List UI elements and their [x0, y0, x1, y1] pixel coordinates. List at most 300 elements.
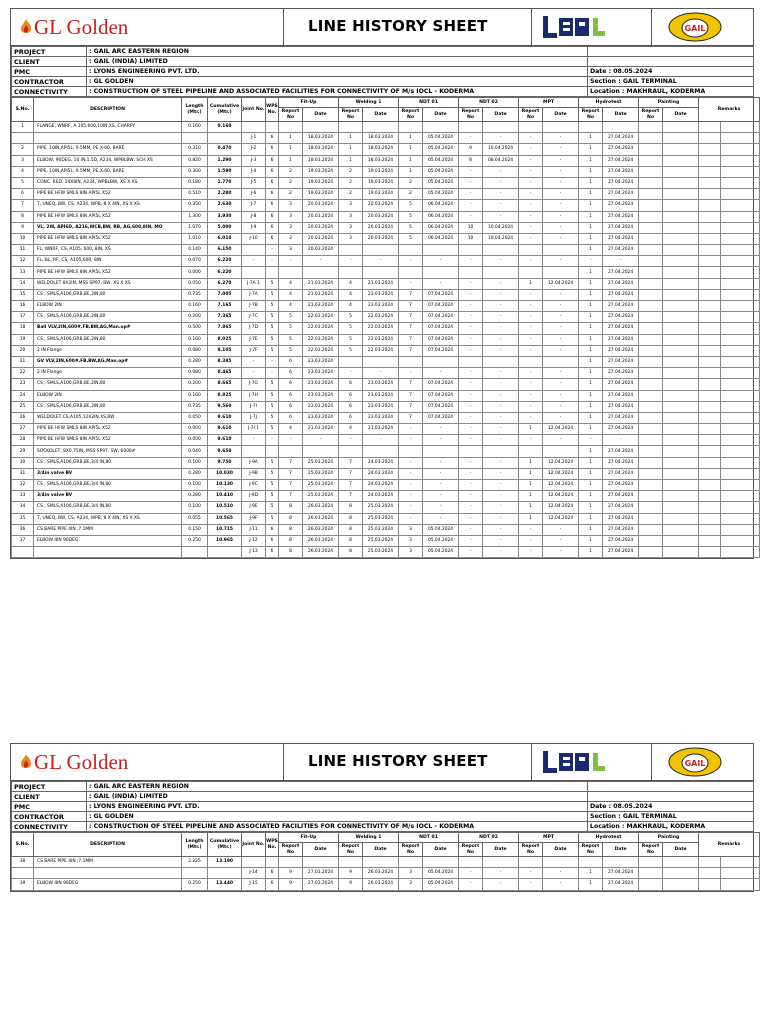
- table-cell: [699, 435, 721, 446]
- table-cell: J-6: [242, 189, 266, 200]
- table-cell: 9: [279, 879, 303, 890]
- table-cell: 1: [579, 278, 603, 289]
- table-cell: 4: [339, 424, 363, 435]
- table-cell: 5: [279, 312, 303, 323]
- table-cell: 3: [279, 233, 303, 244]
- col-hydrotest: Hydrotest: [579, 98, 639, 108]
- table-cell: [639, 345, 663, 356]
- table-cell: [721, 491, 760, 502]
- table-cell: 26.03.2024: [363, 868, 399, 879]
- table-cell: CS , SMLS,A106,GRB,BE,2IN,80: [34, 334, 182, 345]
- table-cell: 07.04.2024: [423, 345, 459, 356]
- table-cell: -: [363, 256, 399, 267]
- table-cell: 7: [279, 468, 303, 479]
- table-cell: 1: [579, 480, 603, 491]
- table-cell: [663, 502, 699, 513]
- col-report-no: Report No: [279, 108, 303, 122]
- table-cell: -: [483, 868, 519, 879]
- client-value: : GAIL (INDIA) LIMITED: [87, 57, 588, 67]
- table-cell: J-7A 1: [242, 278, 266, 289]
- table-cell: 25: [12, 401, 34, 412]
- table-cell: 5: [266, 401, 279, 412]
- table-cell: [663, 345, 699, 356]
- table-cell: 36: [12, 524, 34, 535]
- table-row: [12, 323, 760, 334]
- table-cell: 6: [279, 368, 303, 379]
- table-cell: 2.630: [208, 200, 242, 211]
- table-cell: 21: [12, 356, 34, 367]
- table-cell: 0.820: [182, 155, 208, 166]
- table-cell: 6: [339, 412, 363, 423]
- table-cell: [483, 245, 519, 256]
- table-cell: 2: [279, 177, 303, 188]
- table-cell: -: [399, 256, 423, 267]
- table-row: [12, 879, 760, 890]
- table-cell: -: [483, 480, 519, 491]
- table-cell: -: [543, 200, 579, 211]
- table-cell: 05.04.2024: [423, 177, 459, 188]
- table-cell: -: [483, 412, 519, 423]
- table-cell: 2: [12, 144, 34, 155]
- table-cell: [423, 122, 459, 133]
- table-cell: 26: [12, 412, 34, 423]
- table-cell: 8: [339, 524, 363, 535]
- table-cell: -: [543, 535, 579, 546]
- table-cell: 1.290: [208, 155, 242, 166]
- table-cell: 26.03.2024: [303, 513, 339, 524]
- table-cell: J-7D: [242, 323, 266, 334]
- table-cell: 7: [399, 312, 423, 323]
- table-cell: 5: [266, 480, 279, 491]
- table-cell: [721, 524, 760, 535]
- table-cell: 3: [399, 535, 423, 546]
- table-cell: [639, 289, 663, 300]
- table-cell: 10: [459, 222, 483, 233]
- col-cumulative: Cumulative (Mtr.): [208, 833, 242, 857]
- table-cell: [399, 267, 423, 278]
- table-cell: 4: [279, 424, 303, 435]
- table-cell: -: [543, 435, 579, 446]
- table-cell: 3.930: [208, 211, 242, 222]
- table-cell: 0.280: [182, 468, 208, 479]
- table-cell: ELBOW 2IN: [34, 390, 182, 401]
- table-cell: [639, 502, 663, 513]
- table-cell: -: [519, 368, 543, 379]
- table-cell: 25.03.2024: [363, 547, 399, 558]
- table-cell: ELBOW 2IN: [34, 301, 182, 312]
- table-cell: [579, 122, 603, 133]
- gail-logo-text: GAIL: [684, 24, 706, 33]
- table-cell: 8.105: [208, 345, 242, 356]
- table-cell: 08.04.2024: [483, 155, 519, 166]
- table-cell: -: [483, 323, 519, 334]
- table-cell: -: [459, 535, 483, 546]
- table-cell: 24.03.2024: [363, 491, 399, 502]
- table-cell: 17: [12, 312, 34, 323]
- table-cell: 3: [399, 868, 423, 879]
- table-cell: 7: [339, 457, 363, 468]
- table-cell: 18.03.2024: [303, 155, 339, 166]
- table-cell: [663, 323, 699, 334]
- table-cell: [663, 289, 699, 300]
- table-cell: [699, 155, 721, 166]
- table-cell: 6: [266, 133, 279, 144]
- connectivity-label: CONNECTIVITY: [12, 822, 87, 832]
- table-cell: 1.770: [208, 177, 242, 188]
- table-cell: 4: [339, 289, 363, 300]
- table-cell: [721, 502, 760, 513]
- table-cell: [699, 211, 721, 222]
- table-cell: 1: [579, 144, 603, 155]
- table-cell: -: [543, 211, 579, 222]
- table-cell: -: [399, 424, 423, 435]
- table-cell: 8.665: [208, 379, 242, 390]
- table-cell: J-14: [242, 868, 266, 879]
- col-painting: Painting: [639, 833, 699, 843]
- table-cell: -: [483, 401, 519, 412]
- table-row: [12, 233, 760, 244]
- table-cell: 27.04.2024: [603, 535, 639, 546]
- table-cell: [34, 868, 182, 879]
- pmc-label: PMC: [12, 67, 87, 77]
- table-cell: -: [483, 390, 519, 401]
- table-cell: [279, 122, 303, 133]
- table-cell: 19.03.2024: [363, 177, 399, 188]
- table-cell: 06.04.2024: [423, 222, 459, 233]
- table-cell: -: [266, 245, 279, 256]
- table-cell: [266, 267, 279, 278]
- table-cell: 9: [12, 222, 34, 233]
- project-info: [11, 781, 754, 832]
- table-cell: -: [543, 379, 579, 390]
- table-cell: 6: [279, 401, 303, 412]
- table-cell: T, UNEQ, BW, CS, A234, WPB, 8 X 4IN, XS X XS: [34, 513, 182, 524]
- table-cell: [639, 480, 663, 491]
- table-cell: 07.04.2024: [423, 301, 459, 312]
- table-cell: [339, 356, 363, 367]
- table-cell: ELBOW, 90DEG, 10 IN,1.5D, A234, WPBLBW, SCH XS: [34, 155, 182, 166]
- table-cell: 23: [12, 379, 34, 390]
- table-cell: 06.04.2024: [423, 233, 459, 244]
- table-cell: -: [303, 256, 339, 267]
- table-cell: -: [603, 435, 639, 446]
- table-cell: [663, 301, 699, 312]
- table-cell: 27: [12, 424, 34, 435]
- table-cell: [519, 245, 543, 256]
- table-row: [12, 166, 760, 177]
- table-cell: [242, 857, 266, 868]
- table-cell: -: [459, 200, 483, 211]
- table-cell: 0.180: [182, 177, 208, 188]
- table-cell: 0.080: [182, 345, 208, 356]
- table-cell: 27.04.2024: [603, 200, 639, 211]
- table-cell: -: [483, 379, 519, 390]
- table-cell: [603, 122, 639, 133]
- table-cell: 33: [12, 491, 34, 502]
- table-cell: [721, 390, 760, 401]
- table-cell: [699, 334, 721, 345]
- table-cell: 10.04.2024: [483, 144, 519, 155]
- table-cell: 2: [279, 166, 303, 177]
- table-cell: 0.050: [182, 412, 208, 423]
- table-cell: [639, 379, 663, 390]
- table-cell: 5: [339, 345, 363, 356]
- table-cell: [543, 356, 579, 367]
- table-cell: [721, 424, 760, 435]
- col-ndt02: NDT 02: [459, 98, 519, 108]
- table-cell: 6.220: [208, 256, 242, 267]
- date-value: Date : 08.05.2024: [588, 67, 754, 77]
- table-cell: 12.04.2024: [543, 491, 579, 502]
- table-cell: 0.280: [182, 356, 208, 367]
- table-cell: [721, 379, 760, 390]
- table-cell: 1: [579, 233, 603, 244]
- table-cell: 6.150: [208, 245, 242, 256]
- table-cell: 0.735: [182, 289, 208, 300]
- table-cell: 27.04.2024: [603, 345, 639, 356]
- table-cell: -: [459, 491, 483, 502]
- table-cell: 6: [266, 155, 279, 166]
- table-cell: 1: [579, 211, 603, 222]
- lepl-logo: [541, 13, 607, 41]
- table-cell: -: [459, 166, 483, 177]
- table-cell: -: [483, 312, 519, 323]
- table-cell: -: [399, 480, 423, 491]
- col-description: DESCRIPTION: [34, 98, 182, 122]
- table-cell: CS , SMLS,A106,GRB,BE,3/4 IN,80: [34, 502, 182, 513]
- table-cell: -: [303, 435, 339, 446]
- table-cell: -: [483, 491, 519, 502]
- line-history-table: [11, 832, 760, 891]
- col-length: Length (Mtr.): [182, 833, 208, 857]
- table-cell: 27.04.2024: [603, 245, 639, 256]
- table-cell: 0.050: [182, 278, 208, 289]
- table-cell: [721, 535, 760, 546]
- col-date: Date: [423, 108, 459, 122]
- table-cell: 22.03.2024: [363, 323, 399, 334]
- table-cell: [721, 301, 760, 312]
- table-cell: -: [459, 177, 483, 188]
- table-cell: 27.04.2024: [603, 133, 639, 144]
- table-cell: PIPE BE HFW SMLS 8IN API5L X52: [34, 189, 182, 200]
- table-cell: [182, 868, 208, 879]
- contractor-label: CONTRACTOR: [12, 812, 87, 822]
- table-cell: 0.280: [182, 491, 208, 502]
- table-cell: 7: [279, 491, 303, 502]
- table-cell: 29: [12, 446, 34, 457]
- table-cell: [663, 468, 699, 479]
- table-cell: 3: [279, 245, 303, 256]
- table-cell: [699, 879, 721, 890]
- table-cell: 9.610: [208, 412, 242, 423]
- table-cell: 1: [579, 166, 603, 177]
- connectivity-value: : CONSTRUCTION OF STEEL PIPELINE AND ASSOCIATED FACILITIES FOR CONNECTIVITY OF M/s IOCL - KODERMA: [87, 87, 588, 97]
- table-cell: 15: [12, 289, 34, 300]
- table-cell: [663, 177, 699, 188]
- table-cell: [363, 122, 399, 133]
- table-cell: [721, 133, 760, 144]
- table-cell: 14: [12, 278, 34, 289]
- table-cell: -: [399, 513, 423, 524]
- table-cell: -: [579, 435, 603, 446]
- table-cell: 27.04.2024: [603, 502, 639, 513]
- table-cell: -: [339, 435, 363, 446]
- table-cell: 0.100: [182, 480, 208, 491]
- table-cell: 12.04.2024: [543, 468, 579, 479]
- table-cell: 8.025: [208, 334, 242, 345]
- table-cell: -: [543, 547, 579, 558]
- table-cell: 26.03.2024: [303, 547, 339, 558]
- table-cell: 16: [12, 301, 34, 312]
- table-cell: 9.650: [208, 446, 242, 457]
- table-cell: FL, BL, RF, CS, A105,600, 8IN: [34, 256, 182, 267]
- table-cell: 25.03.2024: [363, 502, 399, 513]
- table-cell: 3: [339, 222, 363, 233]
- table-cell: 18.03.2024: [363, 144, 399, 155]
- table-cell: 22.03.2024: [303, 334, 339, 345]
- table-cell: [519, 122, 543, 133]
- date-value: Date : 08.05.2024: [588, 802, 754, 812]
- table-cell: WELDOLET,CS,A105,12X2IN,XS,BW: [34, 412, 182, 423]
- table-cell: 27.04.2024: [603, 278, 639, 289]
- location-value: Location : MAKHRAUL, KODERMA: [588, 822, 754, 832]
- table-cell: 7: [12, 200, 34, 211]
- table-cell: 5: [266, 424, 279, 435]
- table-cell: PIPE BE HFW SMLS 8IN API5L X52: [34, 435, 182, 446]
- table-cell: 1: [519, 502, 543, 513]
- table-cell: [639, 424, 663, 435]
- table-cell: 5: [266, 334, 279, 345]
- table-cell: -: [519, 334, 543, 345]
- col-report-no: Report No: [639, 843, 663, 857]
- gail-logo-text: GAIL: [684, 759, 706, 768]
- table-cell: 27.04.2024: [603, 424, 639, 435]
- table-cell: PIPE BE HFW SMLS 8IN API5L X52: [34, 424, 182, 435]
- table-cell: 24.03.2024: [363, 480, 399, 491]
- table-cell: 27.04.2024: [603, 189, 639, 200]
- table-cell: 1: [579, 334, 603, 345]
- table-cell: 20.03.2024: [303, 222, 339, 233]
- table-cell: [699, 144, 721, 155]
- table-cell: -: [423, 435, 459, 446]
- table-cell: -: [483, 535, 519, 546]
- divider: [531, 9, 532, 45]
- table-cell: 5: [266, 323, 279, 334]
- table-cell: 6: [266, 166, 279, 177]
- table-cell: 27.04.2024: [603, 155, 639, 166]
- table-cell: -: [543, 256, 579, 267]
- table-cell: [543, 267, 579, 278]
- table-cell: 1: [279, 144, 303, 155]
- table-cell: [699, 256, 721, 267]
- table-cell: 1: [279, 155, 303, 166]
- table-cell: 27.04.2024: [603, 379, 639, 390]
- table-cell: -: [459, 334, 483, 345]
- table-cell: 13: [12, 267, 34, 278]
- table-cell: -: [519, 155, 543, 166]
- table-cell: 8: [279, 513, 303, 524]
- table-cell: 3/4in valve BV: [34, 468, 182, 479]
- table-cell: 07.04.2024: [423, 412, 459, 423]
- table-cell: J-4: [242, 166, 266, 177]
- table-cell: [639, 334, 663, 345]
- table-cell: -: [519, 233, 543, 244]
- table-cell: [721, 312, 760, 323]
- table-row: [12, 435, 760, 446]
- table-cell: 27.03.2024: [303, 868, 339, 879]
- table-cell: 12.04.2024: [543, 424, 579, 435]
- table-cell: 19.03.2024: [303, 189, 339, 200]
- table-cell: -: [543, 301, 579, 312]
- divider: [531, 744, 532, 780]
- table-cell: 10.510: [208, 502, 242, 513]
- table-cell: [721, 435, 760, 446]
- table-cell: [663, 379, 699, 390]
- table-row: [12, 211, 760, 222]
- table-cell: 0.160: [182, 122, 208, 133]
- table-cell: 22.03.2024: [363, 312, 399, 323]
- table-cell: -: [242, 435, 266, 446]
- table-cell: -: [483, 435, 519, 446]
- table-cell: [699, 457, 721, 468]
- contractor-value: : GL GOLDEN: [87, 77, 588, 87]
- brand-logo: [19, 750, 128, 775]
- table-cell: 7: [399, 301, 423, 312]
- table-body: [12, 122, 760, 558]
- col-sno: S.No.: [12, 833, 34, 857]
- table-cell: [483, 446, 519, 457]
- table-cell: 30: [12, 457, 34, 468]
- table-cell: 6: [266, 879, 279, 890]
- table-cell: [459, 267, 483, 278]
- col-mpt: MPT: [519, 833, 579, 843]
- table-cell: 10.715: [208, 524, 242, 535]
- table-cell: 5: [279, 323, 303, 334]
- table-cell: 1: [579, 301, 603, 312]
- table-cell: -: [266, 356, 279, 367]
- table-cell: 6: [279, 379, 303, 390]
- table-cell: 27.03.2024: [303, 879, 339, 890]
- table-cell: -: [483, 189, 519, 200]
- table-cell: -: [483, 368, 519, 379]
- table-cell: 35: [12, 513, 34, 524]
- col-report-no: Report No: [399, 108, 423, 122]
- table-cell: [182, 547, 208, 558]
- table-cell: -: [543, 312, 579, 323]
- table-cell: 7.865: [208, 323, 242, 334]
- table-cell: 1: [579, 177, 603, 188]
- table-cell: -: [459, 412, 483, 423]
- table-row: [12, 155, 760, 166]
- table-cell: [699, 245, 721, 256]
- table-cell: 0.300: [182, 166, 208, 177]
- table-cell: -: [363, 368, 399, 379]
- table-cell: 6: [266, 868, 279, 879]
- page-title: LINE HISTORY SHEET: [308, 752, 488, 770]
- table-cell: 6: [266, 144, 279, 155]
- table-cell: 11: [12, 245, 34, 256]
- table-cell: FL, WNRF, CS, A105, 600, 8IN, XS: [34, 245, 182, 256]
- project-label: PROJECT: [12, 47, 87, 57]
- table-cell: 1: [579, 267, 603, 278]
- table-cell: 2: [399, 189, 423, 200]
- table-cell: [663, 278, 699, 289]
- client-value: : GAIL (INDIA) LIMITED: [87, 792, 588, 802]
- table-cell: -: [483, 278, 519, 289]
- table-cell: 31: [12, 468, 34, 479]
- table-cell: [699, 547, 721, 558]
- table-cell: -: [459, 323, 483, 334]
